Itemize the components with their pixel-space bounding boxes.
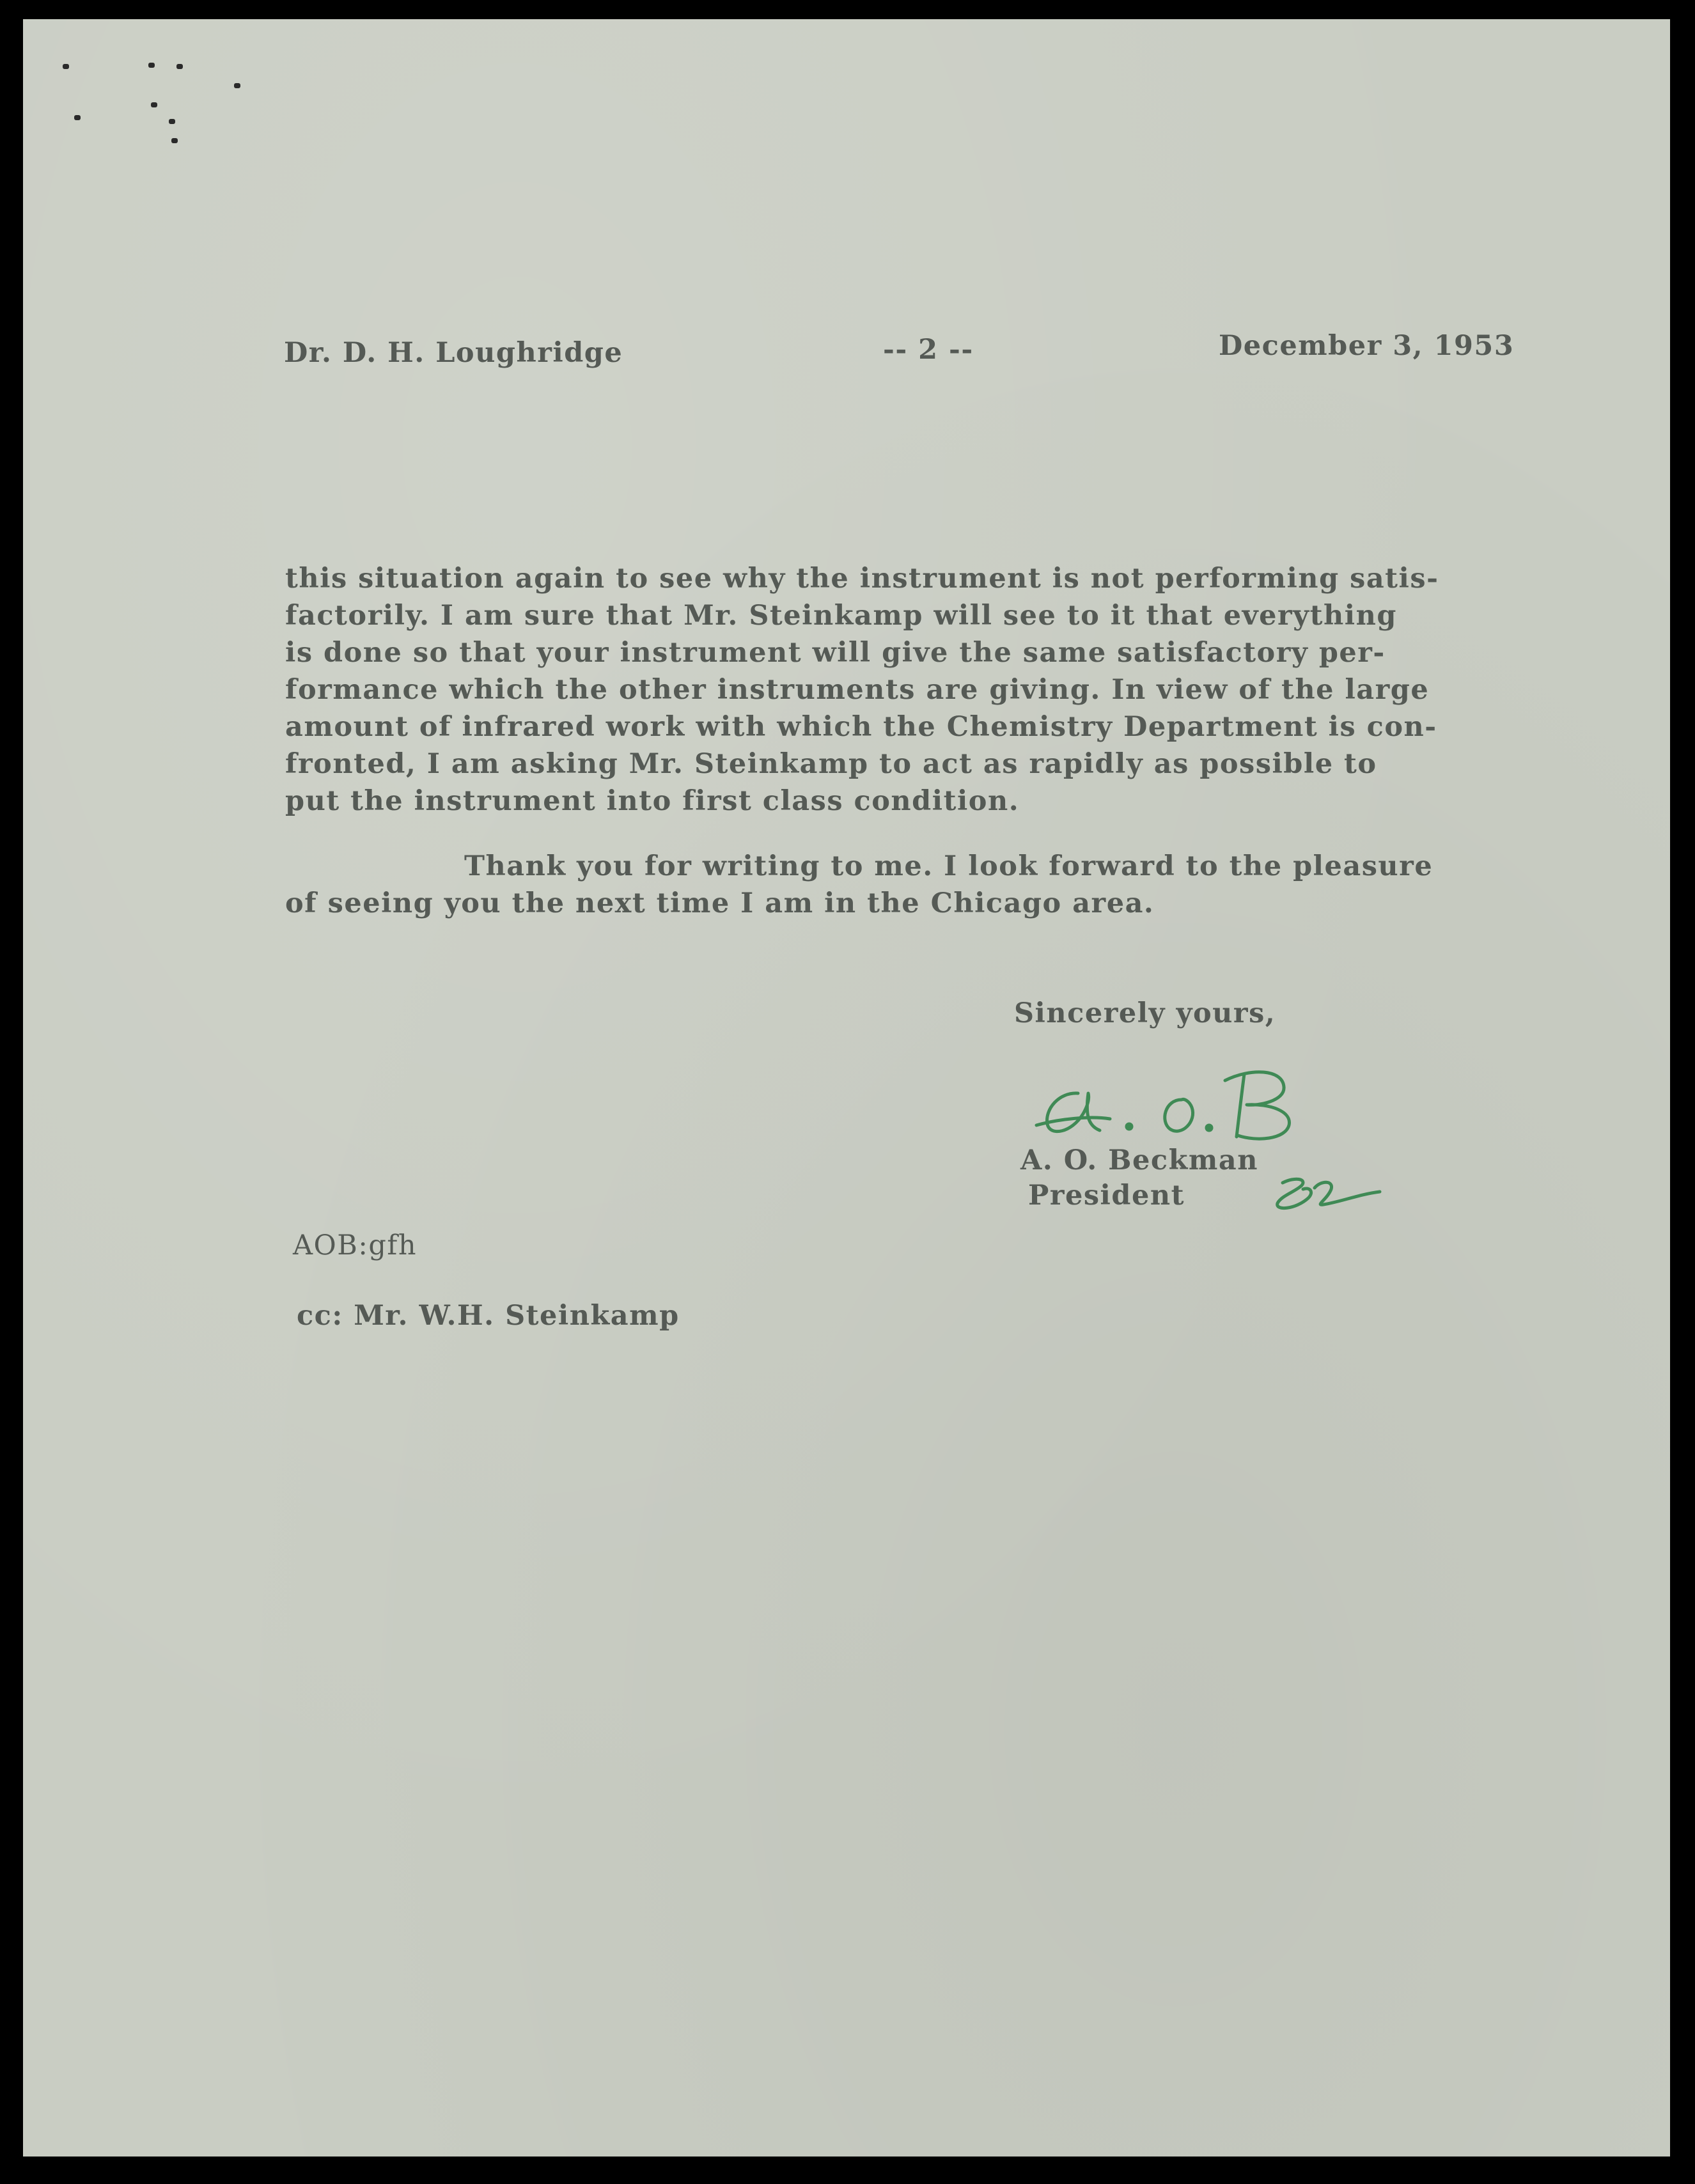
letter-page [23, 19, 1670, 2157]
body-line: put the instrument into first class condition. [285, 785, 1020, 817]
signer-name: A. O. Beckman [1020, 1144, 1258, 1176]
body-line: amount of infrared work with which the Chemistry Department is con- [285, 711, 1437, 743]
body-line: is done so that your instrument will give the same satisfactory per- [285, 637, 1386, 669]
signer-title: President [1028, 1180, 1185, 1212]
body-line: formance which the other instruments are giving. In view of the large [285, 674, 1430, 706]
punch-mark [176, 64, 183, 69]
reference-initials: AOB:gfh [293, 1229, 418, 1261]
body-line: this situation again to see why the instrument is not performing satis- [285, 563, 1439, 595]
punch-mark [74, 115, 81, 120]
header-date: December 3, 1953 [1219, 330, 1515, 362]
body-line: Thank you for writing to me. I look forward to the pleasure [464, 850, 1433, 882]
punch-mark [171, 138, 178, 143]
header-recipient: Dr. D. H. Loughridge [284, 337, 623, 369]
punch-mark [63, 64, 69, 69]
body-line: of seeing you the next time I am in the Chicago area. [285, 887, 1155, 919]
header-page-number: -- 2 -- [883, 334, 974, 366]
punch-mark [234, 83, 240, 88]
handwritten-initials [1270, 1164, 1398, 1215]
body-line: factorily. I am sure that Mr. Steinkamp will see to it that everything [285, 600, 1397, 632]
body-paragraph-1 [285, 560, 1455, 820]
cc-line: cc: Mr. W.H. Steinkamp [297, 1300, 680, 1332]
punch-mark [151, 102, 157, 107]
closing-salutation: Sincerely yours, [1014, 997, 1276, 1029]
body-line: fronted, I am asking Mr. Steinkamp to act as rapidly as possible to [285, 748, 1377, 780]
punch-mark [148, 63, 155, 68]
punch-mark [169, 119, 175, 124]
body-paragraph-2 [285, 848, 1455, 922]
